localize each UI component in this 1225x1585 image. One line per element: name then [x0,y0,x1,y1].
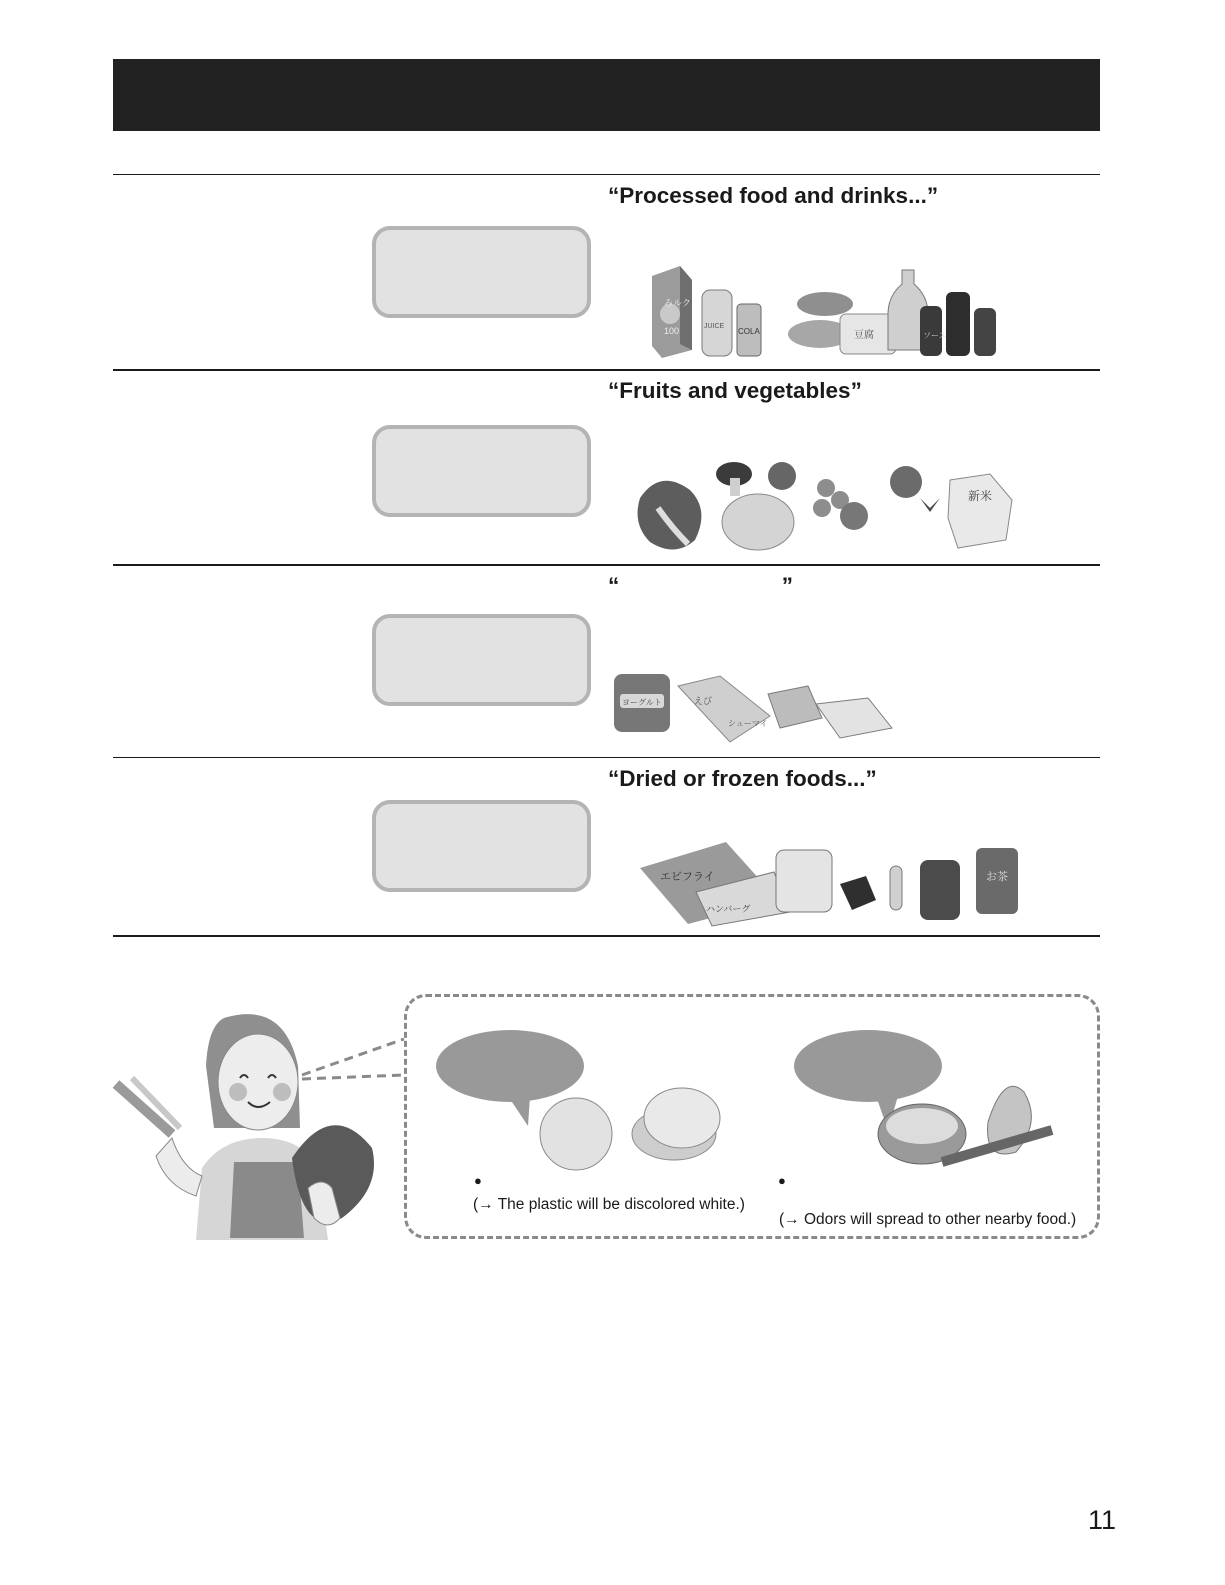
section-rule [113,564,1100,566]
processed-food-illustration [640,262,1010,362]
section-rule [113,935,1100,937]
citrus-illustration [434,1030,734,1175]
note-right: (→ Odors will spread to other nearby food.) [779,1211,1077,1228]
svg-text:COLA: COLA [738,327,760,336]
section-rule [113,757,1100,758]
compartment-label-box [372,226,591,318]
svg-text:100: 100 [664,326,680,336]
compartment-label-box [372,614,591,706]
frozen-food-illustration [636,820,1036,926]
onion-illustration [792,1030,1062,1175]
svg-text:ソース: ソース [923,331,947,340]
bullet: ● [778,1173,786,1188]
note-left: (→ The plastic will be discolored white.) [473,1196,745,1213]
callout-lines [300,1035,410,1081]
bullet: ● [474,1173,482,1188]
svg-text:ハンバーグ: ハンバーグ [706,904,751,914]
svg-text:豆腐: 豆腐 [854,330,874,341]
svg-text:JUICE: JUICE [704,323,725,330]
section-heading: “Fruits and vegetables” [608,378,862,403]
section-heading: “ ” [608,573,794,598]
svg-text:シューマイ: シューマイ [728,719,768,728]
fruits-vegetables-illustration [630,458,1025,554]
svg-text:新米: 新米 [968,489,993,503]
svg-text:みルク: みルク [664,298,691,308]
section-heading: “Dried or frozen foods...” [608,766,877,791]
svg-text:エビフライ: エビフライ [660,871,715,883]
svg-text:えび: えび [694,696,713,706]
svg-text:お茶: お茶 [986,871,1008,883]
chilled-food-illustration [610,668,900,748]
header-bar [113,59,1100,131]
compartment-label-box [372,425,591,517]
compartment-label-box [372,800,591,892]
page-number: 11 [1088,1505,1117,1535]
section-heading: “Processed food and drinks...” [608,183,939,208]
section-rule [113,174,1100,175]
section-rule [113,369,1100,371]
svg-text:ヨーグルト: ヨーグルト [622,698,662,707]
